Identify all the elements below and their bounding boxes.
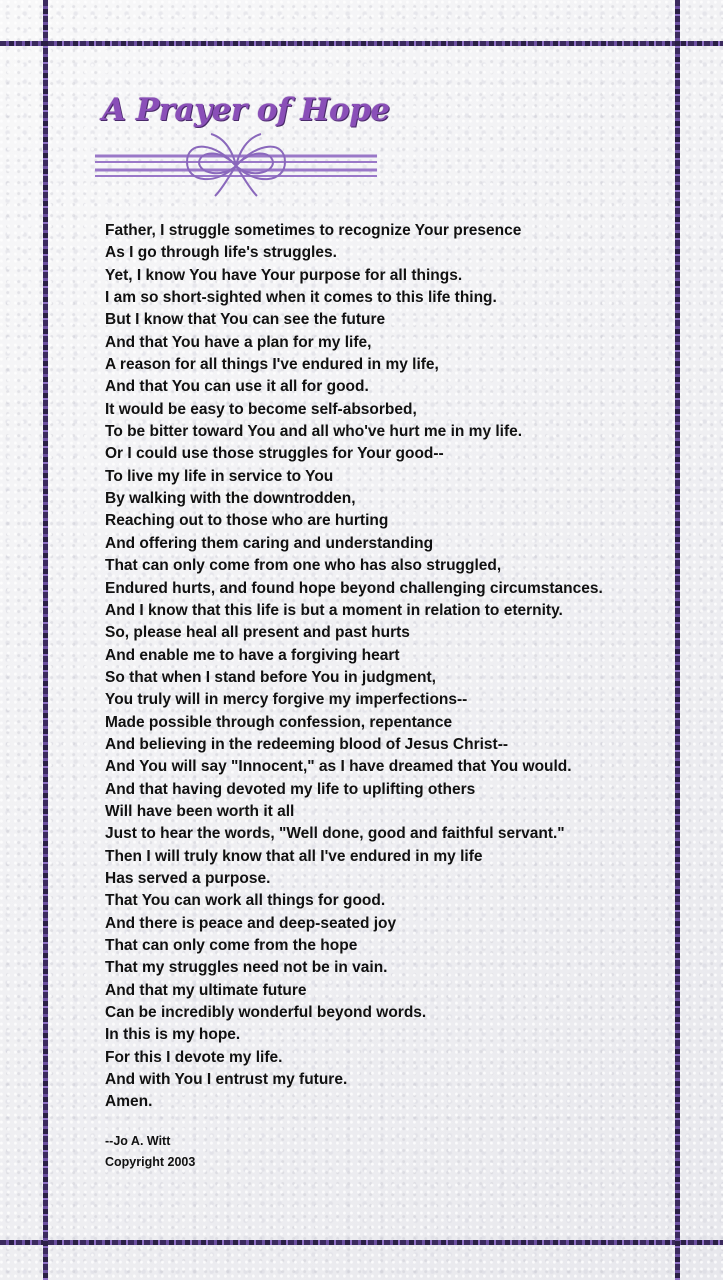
poem-line: To be bitter toward You and all who've hurt me in my life. xyxy=(105,423,523,441)
top-border xyxy=(0,41,723,46)
poem-line: And there is peace and deep-seated joy xyxy=(105,914,397,932)
poem-line: And that my ultimate future xyxy=(105,981,307,999)
poem-line: Father, I struggle sometimes to recognize Your presence xyxy=(105,222,522,239)
left-border xyxy=(43,0,48,1280)
poem-line: Or I could use those struggles for Your good-- xyxy=(105,445,444,463)
credits xyxy=(105,1131,195,1173)
copyright-notice: Copyright 2003 xyxy=(105,1155,196,1169)
poem-line: And offering them caring and understanding xyxy=(105,534,434,552)
poem-line: And enable me to have a forgiving heart xyxy=(105,646,400,664)
poem-line: Made possible through confession, repentance xyxy=(105,713,453,731)
poem-line: In this is my hope. xyxy=(105,1026,241,1044)
poem-line: Then I will truly know that all I've endured in my life xyxy=(105,847,483,865)
poem-line: To live my life in service to You xyxy=(105,467,334,485)
poem-line: That can only come from the hope xyxy=(105,937,358,954)
poem-line: Can be incredibly wonderful beyond words. xyxy=(105,1004,427,1022)
poem-line: You truly will in mercy forgive my imperfections-- xyxy=(105,691,468,709)
ribbon-bow-icon xyxy=(95,132,377,200)
poem-line: And that You can use it all for good. xyxy=(105,378,369,396)
poem-line: So, please heal all present and past hurts xyxy=(105,624,410,642)
poem-line: And You will say "Innocent," as I have dreamed that You would. xyxy=(105,758,572,776)
poem-line: That my struggles need not be in vain. xyxy=(105,959,388,977)
poem-line: Just to hear the words, "Well done, good and faithful servant." xyxy=(105,825,565,843)
poem-line: Has served a purpose. xyxy=(105,869,271,887)
poem-body xyxy=(105,220,665,1114)
poem-line: But I know that You can see the future xyxy=(105,311,386,329)
poem-line: And with You I entrust my future. xyxy=(105,1071,348,1089)
poem-line: That You can work all things for good. xyxy=(105,892,386,910)
poem-line: By walking with the downtrodden, xyxy=(105,490,356,508)
poem-line: And I know that this life is but a moment in relation to eternity. xyxy=(105,601,563,619)
poem-line: A reason for all things I've endured in my life, xyxy=(105,356,439,374)
poem-line: Reaching out to those who are hurting xyxy=(105,512,389,530)
poem-line: It would be easy to become self-absorbed, xyxy=(105,400,417,418)
poem-line: Will have been worth it all xyxy=(105,802,295,820)
poem-line: I am so short-sighted when it comes to this life thing. xyxy=(105,289,497,307)
right-border xyxy=(675,0,680,1280)
poem-line: As I go through life's struggles. xyxy=(105,244,337,262)
poem-line: For this I devote my life. xyxy=(105,1048,283,1066)
poem-line: That can only come from one who has also struggled, xyxy=(105,557,502,575)
poem-line: So that when I stand before You in judgment, xyxy=(105,668,436,686)
page-title: A Prayer of Hope xyxy=(102,92,390,128)
poem-line: Amen. xyxy=(105,1093,153,1111)
poem-line: Endured hurts, and found hope beyond challenging circumstances. xyxy=(105,579,603,597)
bottom-border xyxy=(0,1240,723,1245)
poem-line: Yet, I know You have Your purpose for all things. xyxy=(105,266,463,284)
poem-line: And that having devoted my life to uplifting others xyxy=(105,780,476,798)
author-signature: --Jo A. Witt xyxy=(105,1134,171,1148)
poem-line: And that You have a plan for my life, xyxy=(105,333,372,351)
poem-line: And believing in the redeeming blood of Jesus Christ-- xyxy=(105,735,509,753)
